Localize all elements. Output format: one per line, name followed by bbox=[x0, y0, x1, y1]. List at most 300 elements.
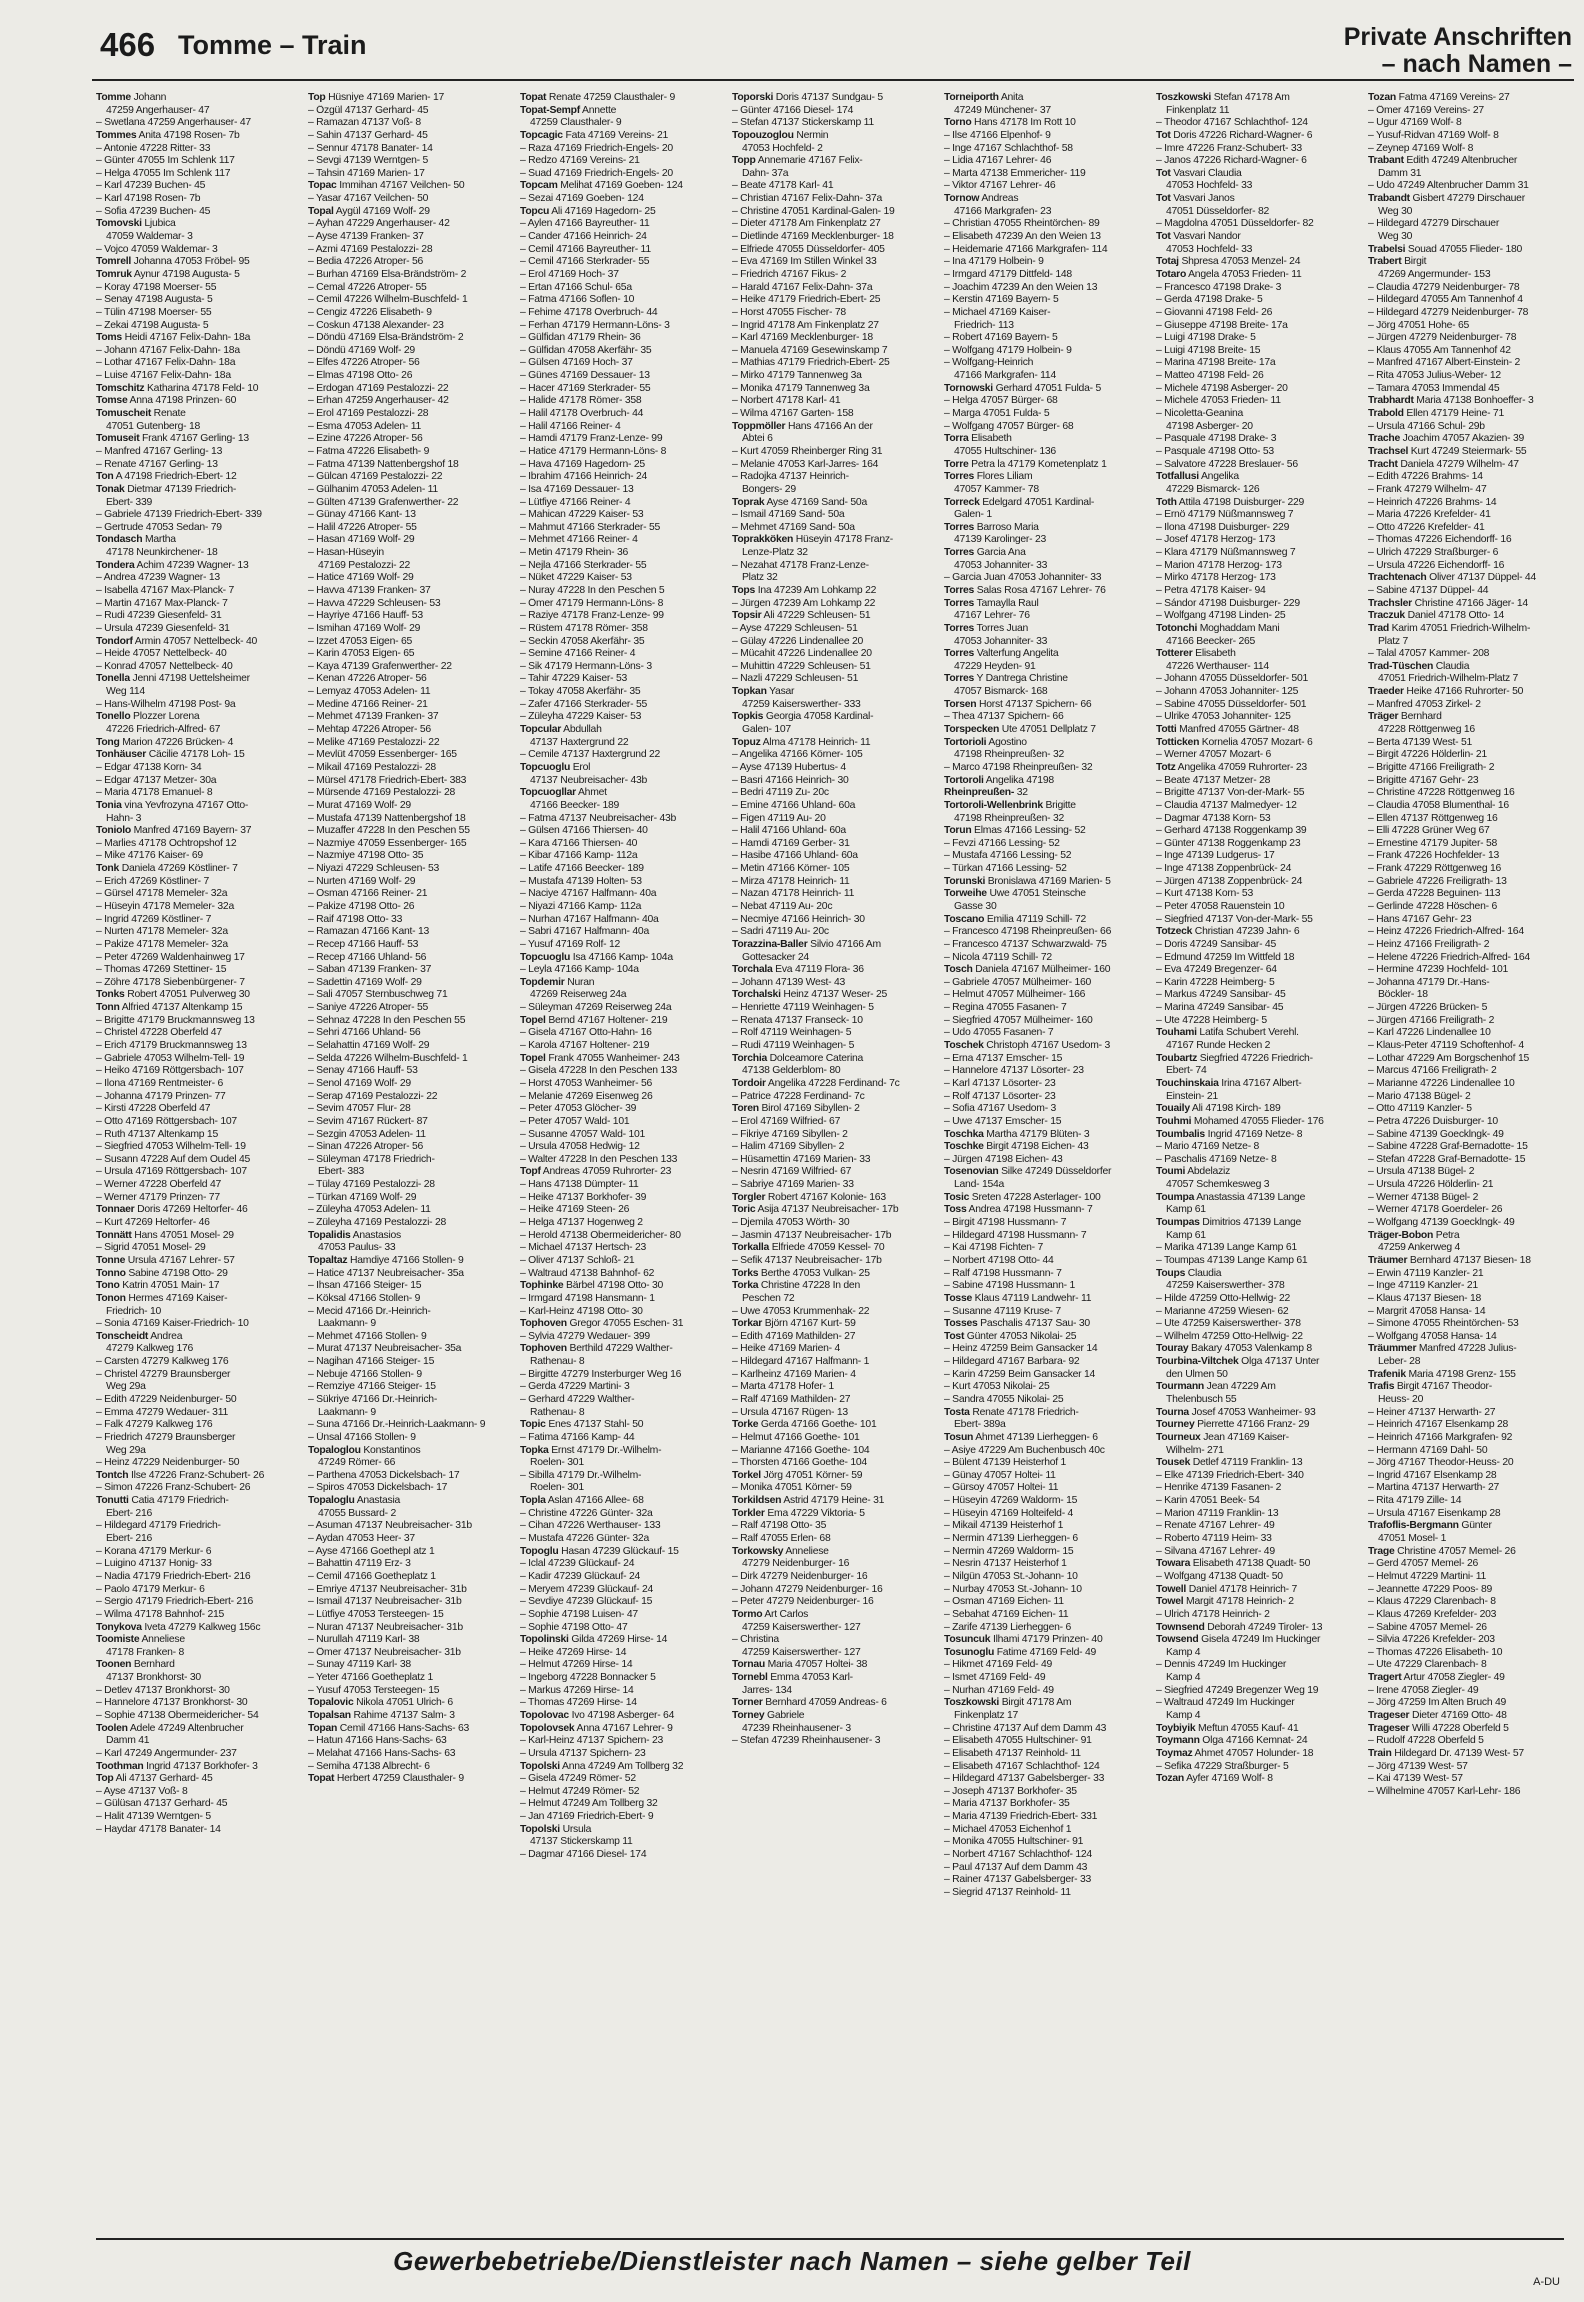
directory-entry: Tonn Alfried 47137 Altenkamp 15 bbox=[96, 1002, 243, 1014]
directory-entry: Galen- 1 bbox=[954, 509, 992, 521]
directory-entry: – Günay 47166 Kant- 13 bbox=[308, 509, 416, 521]
directory-entry: – Bedri 47119 Zu- 20c bbox=[732, 787, 829, 799]
directory-entry: – Johann 47279 Neidenburger- 16 bbox=[732, 1583, 883, 1595]
directory-entry: Torka Christine 47228 In den bbox=[732, 1280, 860, 1292]
directory-entry: – Nermin 47269 Waldorm- 15 bbox=[944, 1545, 1074, 1557]
directory-entry: – Sabriye 47169 Marien- 33 bbox=[732, 1179, 854, 1191]
directory-entry: – Halit 47139 Werntgen- 5 bbox=[96, 1811, 211, 1823]
directory-entry: – Manfred 47167 Gerling- 13 bbox=[96, 445, 223, 457]
directory-entry: – Nicoletta-Geanina bbox=[1156, 408, 1244, 420]
directory-entry: – Imre 47226 Franz-Schubert- 33 bbox=[1156, 142, 1302, 154]
directory-entry: – Werner 47138 Bügel- 2 bbox=[1368, 1191, 1479, 1203]
directory-entry: – Maria 47178 Emanuel- 8 bbox=[96, 787, 213, 799]
directory-entry: – Nuran 47137 Neubreisacher- 31b bbox=[308, 1621, 463, 1633]
directory-entry: – Mustafa 47166 Lessing- 52 bbox=[944, 850, 1072, 862]
directory-entry: Torks Berthe 47053 Vulkan- 25 bbox=[732, 1267, 870, 1279]
directory-entry: Torgler Robert 47167 Kolonie- 163 bbox=[732, 1191, 886, 1203]
directory-entry: 47259 Kaiserswerther- 127 bbox=[742, 1646, 861, 1658]
directory-entry: Topp Annemarie 47167 Felix- bbox=[732, 155, 863, 167]
directory-entry: – Mehmet 47139 Franken- 37 bbox=[308, 711, 439, 723]
directory-entry: – Helga 47055 Im Schlenk 117 bbox=[96, 167, 231, 179]
directory-entry: – Mehmet 47166 Stollen- 9 bbox=[308, 1330, 427, 1342]
directory-entry: – Sinan 47226 Atroper- 56 bbox=[308, 1141, 424, 1153]
directory-entry: – Hildegard 47279 Neidenburger- 78 bbox=[1368, 306, 1529, 318]
directory-entry: – Gabriele 47053 Wilhelm-Tell- 19 bbox=[96, 1052, 245, 1064]
directory-entry: – Paolo 47179 Merkur- 6 bbox=[96, 1583, 205, 1595]
directory-entry: – Helmut 47057 Mülheimer- 166 bbox=[944, 989, 1086, 1001]
directory-entry: Platz 7 bbox=[1378, 635, 1409, 647]
directory-entry: Top Ali 47137 Gerhard- 45 bbox=[96, 1773, 213, 1785]
directory-entry: – Hildegard 47167 Barbara- 92 bbox=[944, 1356, 1080, 1368]
directory-entry: Toolen Adele 47249 Altenbrucher bbox=[96, 1722, 244, 1734]
directory-entry: – Luigi 47198 Drake- 5 bbox=[1156, 332, 1256, 344]
directory-entry: – Fatma 47139 Nattenbergshof 18 bbox=[308, 458, 459, 470]
directory-entry: – Hikmet 47169 Feld- 49 bbox=[944, 1659, 1053, 1671]
directory-entry: – Mikail 47139 Heisterhof 1 bbox=[944, 1520, 1064, 1532]
directory-entry: – Karlheinz 47169 Marien- 4 bbox=[732, 1368, 856, 1380]
directory-entry: Kamp 61 bbox=[1166, 1204, 1206, 1216]
directory-entry: – Parthena 47053 Dickelsbach- 17 bbox=[308, 1469, 460, 1481]
directory-entry: Torazzina-Baller Silvio 47166 Am bbox=[732, 938, 881, 950]
directory-entry: – Halil 47166 Reiner- 4 bbox=[520, 420, 621, 432]
directory-entry: Trafis Birgit 47167 Theodor- bbox=[1368, 1381, 1492, 1393]
directory-entry: Tomme Johann bbox=[96, 92, 167, 103]
directory-entry: 47053 Hochfeld- 33 bbox=[1166, 243, 1253, 255]
directory-entry: – Marianne 47226 Lindenallee 10 bbox=[1368, 1077, 1515, 1089]
directory-entry: Towel Margit 47178 Heinrich- 2 bbox=[1156, 1596, 1294, 1608]
directory-entry: – Johanna 47179 Dr.-Hans- bbox=[1368, 976, 1490, 988]
directory-entry: – Marlies 47178 Ochtropshof 12 bbox=[96, 837, 237, 849]
directory-entry: 47166 Beecker- 265 bbox=[1166, 635, 1256, 647]
directory-entry: Toszkowski Birgit 47178 Am bbox=[944, 1697, 1072, 1709]
directory-entry: – Havva 47139 Franken- 37 bbox=[308, 584, 431, 596]
directory-entry: 47269 Reiserweg 24a bbox=[530, 989, 627, 1001]
directory-entry: Träumer Bernhard 47137 Biesen- 18 bbox=[1368, 1254, 1531, 1266]
directory-entry: – Helga 47137 Hogenweg 2 bbox=[520, 1217, 643, 1229]
directory-entry: – Jasmin 47137 Neubreisacher- 17b bbox=[732, 1229, 892, 1241]
directory-entry: – Irmgard 47198 Hansmann- 1 bbox=[520, 1292, 655, 1304]
directory-entry: – Giuseppe 47198 Breite- 17a bbox=[1156, 319, 1288, 331]
directory-entry: – Suna 47166 Dr.-Heinrich-Laakmann- 9 bbox=[308, 1419, 486, 1431]
directory-entry: – Karl 47137 Lösorter- 23 bbox=[944, 1077, 1056, 1089]
directory-entry: – Isabella 47167 Max-Planck- 7 bbox=[96, 584, 235, 596]
directory-entry: – Rudolf 47228 Oberfeld 5 bbox=[1368, 1735, 1484, 1747]
directory-entry: Torres Garcia Ana bbox=[944, 547, 1026, 559]
directory-entry: – Udo 47055 Fasanen- 7 bbox=[944, 1027, 1054, 1039]
directory-entry: – Ayse 47137 Voß- 8 bbox=[96, 1785, 188, 1797]
directory-entry: – Edmund 47259 Im Wittfeld 18 bbox=[1156, 951, 1295, 963]
page-header bbox=[0, 0, 1584, 86]
directory-entry: Wilhelm- 271 bbox=[1166, 1444, 1224, 1456]
directory-entry: – Süleyman 47178 Friedrich- bbox=[308, 1153, 435, 1165]
directory-entry: – Tahsin 47169 Marien- 17 bbox=[308, 167, 425, 179]
directory-entry: – Basri 47166 Heinrich- 30 bbox=[732, 774, 849, 786]
directory-entry: Trabant Edith 47249 Altenbrucher bbox=[1368, 155, 1518, 167]
directory-entry: – Mike 47176 Kaiser- 69 bbox=[96, 850, 203, 862]
directory-entry: – Köksal 47166 Stollen- 9 bbox=[308, 1292, 421, 1304]
directory-entry: – Zöhre 47178 Siebenbürgener- 7 bbox=[96, 976, 245, 988]
directory-entry: Topkis Georgia 47058 Kardinal- bbox=[732, 711, 874, 723]
directory-entry: – Christian 47055 Rheintörchen- 89 bbox=[944, 218, 1100, 230]
directory-entry: 47259 Kaiserswerther- 127 bbox=[742, 1621, 861, 1633]
directory-entry: – Gabriele 47139 Friedrich-Ebert- 339 bbox=[96, 509, 262, 521]
directory-entry: – Inge 47138 Zoppenbrück- 24 bbox=[1156, 863, 1292, 875]
directory-entry: – Johann 47055 Düsseldorfer- 501 bbox=[1156, 673, 1309, 685]
directory-entry: Torchia Dolceamore Caterina bbox=[732, 1052, 864, 1064]
directory-entry: – Ayse 47139 Franken- 37 bbox=[308, 231, 424, 243]
directory-entry: – Kurt 47269 Heltorfer- 46 bbox=[96, 1217, 210, 1229]
directory-entry: – Hildegard 47137 Gabelsberger- 33 bbox=[944, 1773, 1105, 1785]
directory-entry: Toprakköken Hüseyin 47178 Franz- bbox=[732, 534, 894, 546]
directory-entry: Tourney Pierrette 47166 Franz- 29 bbox=[1156, 1419, 1310, 1431]
directory-entry: – Jürgen 47166 Freiligrath- 2 bbox=[1368, 1014, 1495, 1026]
directory-entry: Trachsel Kurt 47249 Steiermark- 55 bbox=[1368, 445, 1527, 457]
directory-entry: Tordoir Angelika 47228 Ferdinand- 7c bbox=[732, 1077, 900, 1089]
directory-entry: – Luigi 47198 Breite- 15 bbox=[1156, 344, 1261, 356]
directory-entry: – Havva 47229 Schleusen- 53 bbox=[308, 597, 441, 609]
directory-entry: Kamp 4 bbox=[1166, 1672, 1201, 1684]
directory-entry: Tonnätt Hans 47051 Mosel- 29 bbox=[96, 1229, 234, 1241]
directory-entry: – Gisela 47228 In den Peschen 133 bbox=[520, 1065, 677, 1077]
directory-entry: – Izzet 47053 Eigen- 65 bbox=[308, 635, 413, 647]
directory-entry: – Udo 47249 Altenbrucher Damm 31 bbox=[1368, 180, 1529, 192]
directory-entry: – Semiha 47138 Albrecht- 6 bbox=[308, 1760, 430, 1772]
directory-entry: – Sevgi 47139 Werntgen- 5 bbox=[308, 155, 429, 167]
directory-entry: Topkan Yasar bbox=[732, 686, 795, 698]
directory-entry: Torkalla Elfriede 47059 Kessel- 70 bbox=[732, 1242, 885, 1254]
directory-entry: – Sunay 47119 Karl- 38 bbox=[308, 1659, 411, 1671]
directory-entry: – Türkan 47169 Wolf- 29 bbox=[308, 1191, 417, 1203]
directory-entry: Tosuncuk Ilhami 47179 Prinzen- 40 bbox=[944, 1634, 1103, 1646]
directory-entry: – Mevlüt 47059 Essenberger- 165 bbox=[308, 749, 457, 761]
directory-entry: – Ursula 47239 Giesenfeld- 31 bbox=[96, 622, 230, 634]
directory-entry: 47198 Rheinpreußen- 32 bbox=[954, 812, 1065, 824]
directory-entry: – Ilona 47198 Duisburger- 229 bbox=[1156, 521, 1290, 533]
directory-entry: – Remziye 47166 Steiger- 15 bbox=[308, 1381, 436, 1393]
directory-entry: Tomuscheit Renate bbox=[96, 408, 186, 420]
directory-entry: Tomschitz Katharina 47178 Feld- 10 bbox=[96, 382, 259, 394]
directory-entry: – Kurt 47053 Nikolai- 25 bbox=[944, 1381, 1050, 1393]
directory-entry: Torno Hans 47178 Im Rott 10 bbox=[944, 117, 1076, 129]
directory-entry: – Klaus 47137 Biesen- 18 bbox=[1368, 1292, 1482, 1304]
directory-entry: – Siegfried 47137 Von-der-Mark- 55 bbox=[1156, 913, 1313, 925]
directory-entry: – Ilse 47166 Elpenhof- 9 bbox=[944, 129, 1051, 141]
directory-entry: – Sadettin 47169 Wolf- 29 bbox=[308, 976, 422, 988]
directory-entry: – Serap 47169 Pestalozzi- 22 bbox=[308, 1090, 438, 1102]
directory-entry: Tonnaer Doris 47269 Heltorfer- 46 bbox=[96, 1204, 248, 1216]
directory-entry: – Günter 47055 Im Schlenk 117 bbox=[96, 155, 235, 167]
directory-entry: – Züleyha 47169 Pestalozzi- 28 bbox=[308, 1217, 447, 1229]
directory-entry: 47269 Angermunder- 153 bbox=[1378, 268, 1491, 280]
directory-entry: – Nazan 47178 Heinrich- 11 bbox=[732, 888, 855, 900]
directory-entry: Trabandt Gisbert 47279 Dirschauer bbox=[1368, 193, 1525, 205]
directory-entry: Tozan Fatma 47169 Vereins- 27 bbox=[1368, 92, 1510, 103]
directory-entry: – Karl-Heinz 47137 Spichern- 23 bbox=[520, 1735, 664, 1747]
directory-entry: Tozan Ayfer 47169 Wolf- 8 bbox=[1156, 1773, 1273, 1785]
directory-entry: – Muhittin 47229 Schleusen- 51 bbox=[732, 660, 871, 672]
directory-entry: – Nilgün 47053 St.-Johann- 10 bbox=[944, 1570, 1078, 1582]
directory-entry: – Wilhelm 47259 Otto-Hellwig- 22 bbox=[1156, 1330, 1303, 1342]
directory-entry: – Henriette 47119 Weinhagen- 5 bbox=[732, 1002, 874, 1014]
directory-entry: – Otto 47169 Röttgersbach- 107 bbox=[96, 1115, 237, 1127]
directory-entry: – Christina bbox=[732, 1634, 779, 1646]
directory-entry: Totaro Angela 47053 Frieden- 11 bbox=[1156, 268, 1302, 280]
directory-entry: – Nurbay 47053 St.-Johann- 10 bbox=[944, 1583, 1082, 1595]
directory-entry: – Irmgard 47179 Dittfeld- 148 bbox=[944, 268, 1072, 280]
directory-entry: – Ralf 47055 Erlen- 68 bbox=[732, 1533, 831, 1545]
directory-entry: – Naciye 47167 Halfmann- 40a bbox=[520, 888, 657, 900]
directory-entry: – Mehmet 47169 Sand- 50a bbox=[732, 521, 855, 533]
directory-entry: 47051 Gutenberg- 18 bbox=[106, 420, 201, 432]
section-title bbox=[1344, 24, 1572, 78]
directory-entry: – Medine 47166 Reiner- 21 bbox=[308, 698, 428, 710]
directory-entry: – Ismail 47137 Neubreisacher- 31b bbox=[308, 1596, 462, 1608]
directory-entry: Topsir Ali 47229 Schleusen- 51 bbox=[732, 610, 871, 622]
directory-entry: – Rita 47179 Zille- 14 bbox=[1368, 1495, 1462, 1507]
directory-entry: – Haydar 47178 Banater- 14 bbox=[96, 1823, 221, 1835]
directory-entry: Totzeck Christian 47239 Jahn- 6 bbox=[1156, 926, 1300, 938]
directory-entry: – Osman 47169 Eichen- 11 bbox=[944, 1596, 1064, 1608]
directory-entry: Tong Marion 47226 Brücken- 4 bbox=[96, 736, 234, 748]
directory-entry: – Nebuje 47166 Stollen- 9 bbox=[308, 1368, 422, 1380]
directory-entry: – Werner 47179 Prinzen- 77 bbox=[96, 1191, 220, 1203]
directory-entry: Tortorioli Agostino bbox=[944, 736, 1027, 748]
directory-entry: Gottesacker 24 bbox=[742, 951, 809, 963]
directory-entry: – Erol 47169 Pestalozzi- 28 bbox=[308, 408, 429, 420]
directory-entry: – Klaus 47229 Clarenbach- 8 bbox=[1368, 1596, 1496, 1608]
directory-entry: – Gülay 47226 Lindenallee 20 bbox=[732, 635, 864, 647]
directory-entry: – Berta 47139 West- 51 bbox=[1368, 736, 1473, 748]
directory-entry: – Meryem 47239 Glückauf- 24 bbox=[520, 1583, 654, 1595]
directory-entry: – Sofia 47239 Buchen- 45 bbox=[96, 205, 211, 217]
directory-entry: 47137 Bronkhorst- 30 bbox=[106, 1672, 201, 1684]
directory-entry: – Ute 47228 Heimberg- 5 bbox=[1156, 1014, 1267, 1026]
directory-entry: Totticken Kornelia 47057 Mozart- 6 bbox=[1156, 736, 1313, 748]
directory-entry: – Christine 47051 Kardinal-Galen- 19 bbox=[732, 205, 895, 217]
directory-entry: – Nesrin 47137 Heisterhof 1 bbox=[944, 1558, 1067, 1570]
directory-entry: Jarres- 134 bbox=[742, 1684, 792, 1696]
directory-entry: 47249 Münchener- 37 bbox=[954, 104, 1051, 116]
directory-entry: – Senay 47198 Augusta- 5 bbox=[96, 294, 213, 306]
directory-entry: – Djemila 47053 Wörth- 30 bbox=[732, 1217, 850, 1229]
directory-entry: – Türkan 47166 Lessing- 52 bbox=[944, 863, 1067, 875]
directory-entry: – Redzo 47169 Vereins- 21 bbox=[520, 155, 640, 167]
directory-entry: – Wolfgang 47058 Hansa- 14 bbox=[1368, 1330, 1497, 1342]
directory-entry: – Kirsti 47228 Oberfeld 47 bbox=[96, 1103, 211, 1115]
directory-entry: – Monika 47051 Körner- 59 bbox=[732, 1482, 852, 1494]
directory-entry: Tosta Renate 47178 Friedrich- bbox=[944, 1406, 1079, 1418]
directory-entry: Toporski Doris 47137 Sundgau- 5 bbox=[732, 92, 883, 103]
directory-entry: – Stefan 47137 Stickerskamp 11 bbox=[732, 117, 874, 129]
directory-entry: – Erol 47169 Wilfried- 67 bbox=[732, 1115, 841, 1127]
directory-entry: 47279 Neidenburger- 16 bbox=[742, 1558, 850, 1570]
directory-entry: Train Hildegard Dr. 47139 West- 57 bbox=[1368, 1747, 1524, 1759]
directory-entry: – Yasar 47167 Veilchen- 50 bbox=[308, 193, 429, 205]
directory-entry: – Mikail 47169 Pestalozzi- 28 bbox=[308, 761, 436, 773]
directory-entry: – Jeannette 47229 Poos- 89 bbox=[1368, 1583, 1493, 1595]
directory-entry: – Hans 47138 Dümpter- 11 bbox=[520, 1179, 639, 1191]
directory-entry: – Gürsel 47178 Memeler- 32a bbox=[96, 888, 228, 900]
directory-entry: – Luise 47167 Felix-Dahn- 18a bbox=[96, 370, 231, 382]
directory-entry: – Fehime 47178 Overbruch- 44 bbox=[520, 306, 658, 318]
directory-entry: – Werner 47228 Oberfeld 47 bbox=[96, 1179, 222, 1191]
directory-entry: Tonella Jenni 47198 Uettelsheimer bbox=[96, 673, 250, 685]
directory-entry: Towsend Gisela 47249 Im Huckinger bbox=[1156, 1634, 1321, 1646]
directory-entry: – Cander 47166 Heinrich- 24 bbox=[520, 231, 647, 243]
directory-entry: – Fatma 47137 Neubreisacher- 43b bbox=[520, 812, 677, 824]
directory-entry: – Selahattin 47169 Wolf- 29 bbox=[308, 1040, 430, 1052]
directory-entry: – Oliver 47137 Schloß- 21 bbox=[520, 1254, 635, 1266]
directory-entry: – Murat 47137 Neubreisacher- 35a bbox=[308, 1343, 462, 1355]
directory-entry: – Ursula 47167 Eisenkamp 28 bbox=[1368, 1507, 1501, 1519]
directory-entry: – Lothar 47229 Am Borgschenhof 15 bbox=[1368, 1052, 1530, 1064]
directory-entry: Trabelsi Souad 47055 Flieder- 180 bbox=[1368, 243, 1523, 255]
directory-entry: – Sükriye 47166 Dr.-Heinrich- bbox=[308, 1393, 438, 1405]
directory-entry: 47053 Hochfeld- 2 bbox=[742, 142, 823, 154]
directory-entry: Tousek Detlef 47119 Franklin- 13 bbox=[1156, 1457, 1303, 1469]
directory-entry: – Pasquale 47198 Otto- 53 bbox=[1156, 445, 1274, 457]
directory-entry: – Marina 47249 Sansibar- 45 bbox=[1156, 1002, 1284, 1014]
directory-entry: – Martin 47167 Max-Planck- 7 bbox=[96, 597, 228, 609]
directory-entry: – Uwe 47053 Krummenhak- 22 bbox=[732, 1305, 870, 1317]
directory-entry: – Fikriye 47169 Sibyllen- 2 bbox=[732, 1128, 848, 1140]
directory-entry: – Karl-Heinz 47198 Otto- 30 bbox=[520, 1305, 643, 1317]
directory-entry: – Marcus 47166 Freiligrath- 2 bbox=[1368, 1065, 1497, 1077]
directory-entry: 47198 Rheinpreußen- 32 bbox=[954, 749, 1065, 761]
directory-entry: Tost Günter 47053 Nikolai- 25 bbox=[944, 1330, 1077, 1342]
directory-entry: – Cemil 47166 Bayreuther- 11 bbox=[520, 243, 651, 255]
directory-entry: – Ulrike 47053 Johanniter- 125 bbox=[1156, 711, 1291, 723]
directory-entry: – Metin 47179 Rhein- 36 bbox=[520, 547, 629, 559]
directory-entry: – Erhan 47259 Angerhauser- 42 bbox=[308, 395, 449, 407]
directory-entry: – Irene 47058 Ziegler- 49 bbox=[1368, 1684, 1479, 1696]
header-rule bbox=[92, 79, 1574, 81]
directory-entry: Trad-Tüschen Claudia bbox=[1368, 660, 1470, 672]
directory-entry: – Ernestine 47179 Jupiter- 58 bbox=[1368, 837, 1498, 849]
directory-entry: – Jürgen 47279 Neidenburger- 78 bbox=[1368, 332, 1517, 344]
directory-entry: – Ayse 47139 Hubertus- 4 bbox=[732, 761, 846, 773]
directory-entry: – Wolfgang 47138 Quadt- 50 bbox=[1156, 1570, 1283, 1582]
directory-entry: – Simon 47226 Franz-Schubert- 26 bbox=[96, 1482, 251, 1494]
directory-entry: – Ayhan 47229 Angerhauser- 42 bbox=[308, 218, 450, 230]
directory-entry: – Erol 47169 Hoch- 37 bbox=[520, 268, 619, 280]
directory-entry: – Halide 47178 Römer- 358 bbox=[520, 395, 642, 407]
directory-entry: 47053 Hochfeld- 33 bbox=[1166, 180, 1253, 192]
directory-entry: – Sebahat 47169 Eichen- 11 bbox=[944, 1608, 1069, 1620]
directory-entry: – Cihan 47226 Werthauser- 133 bbox=[520, 1520, 661, 1532]
directory-entry: – Jürgen 47239 Am Lohkamp 22 bbox=[732, 597, 876, 609]
directory-entry: – Ursula 47226 Eichendorff- 16 bbox=[1368, 559, 1505, 571]
directory-entry: – Dietlinde 47169 Mecklenburger- 18 bbox=[732, 231, 894, 243]
directory-entry: – Hasibe 47166 Uhland- 60a bbox=[732, 850, 858, 862]
directory-entry: Tortoroli-Wellenbrink Brigitte bbox=[944, 799, 1076, 811]
directory-entry: – Melike 47169 Pestalozzi- 22 bbox=[308, 736, 440, 748]
directory-entry: – Norbert 47198 Otto- 44 bbox=[944, 1254, 1054, 1266]
directory-entry: – Sabine 47055 Düsseldorfer- 501 bbox=[1156, 698, 1307, 710]
directory-entry: Tondasch Martha bbox=[96, 534, 176, 546]
directory-entry: Tontch Ilse 47226 Franz-Schubert- 26 bbox=[96, 1469, 265, 1481]
directory-entry: – Detlev 47137 Bronkhorst- 30 bbox=[96, 1684, 230, 1696]
directory-entry: Toomiste Anneliese bbox=[96, 1634, 185, 1646]
directory-entry: Topouzoglou Nermin bbox=[732, 129, 829, 141]
directory-entry: – Roberto 47119 Heim- 33 bbox=[1156, 1533, 1272, 1545]
directory-entry: – Kadir 47239 Glückauf- 24 bbox=[520, 1570, 640, 1582]
directory-entry: – Sezgin 47053 Adelen- 11 bbox=[308, 1128, 426, 1140]
directory-entry: – Eva 47169 Im Stillen Winkel 33 bbox=[732, 256, 877, 268]
directory-entry: – Rolf 47119 Weinhagen- 5 bbox=[732, 1027, 852, 1039]
directory-entry: Topolski Anna 47249 Am Tollberg 32 bbox=[520, 1760, 684, 1772]
directory-entry: – Sevdiye 47239 Glückauf- 15 bbox=[520, 1596, 653, 1608]
directory-entry: – Matteo 47198 Feld- 26 bbox=[1156, 370, 1264, 382]
directory-entry: Topel Bernd 47167 Holtener- 219 bbox=[520, 1014, 668, 1026]
directory-entry: Tophoven Gregor 47055 Eschen- 31 bbox=[520, 1318, 684, 1330]
directory-entry: – Beate 47137 Metzer- 28 bbox=[1156, 774, 1271, 786]
directory-entry: Roelen- 301 bbox=[530, 1457, 584, 1469]
directory-entry: – Sophie 47198 Otto- 47 bbox=[520, 1621, 628, 1633]
directory-entry: Torchala Eva 47119 Flora- 36 bbox=[732, 964, 864, 976]
directory-entry: – Dirk 47279 Neidenburger- 16 bbox=[732, 1570, 868, 1582]
directory-entry: Toumi Abdelaziz bbox=[1156, 1166, 1231, 1178]
directory-entry: – Karl 47226 Lindenallee 10 bbox=[1368, 1027, 1491, 1039]
directory-entry: – Swetlana 47259 Angerhauser- 47 bbox=[96, 117, 251, 129]
directory-entry: 47059 Waldemar- 3 bbox=[106, 231, 193, 243]
directory-entry: – Antonie 47228 Ritter- 33 bbox=[96, 142, 211, 154]
directory-entry: – Frank 47229 Röttgenweg 16 bbox=[1368, 863, 1502, 875]
directory-entry: – Sofia 47167 Usedom- 3 bbox=[944, 1103, 1057, 1115]
directory-entry: Trachsler Christine 47166 Jäger- 14 bbox=[1368, 597, 1528, 609]
directory-entry: – Konrad 47057 Nettelbeck- 40 bbox=[96, 660, 233, 672]
alphabetical-range: Tomme – Train bbox=[178, 30, 367, 60]
directory-entry: Ebert- 74 bbox=[1166, 1065, 1207, 1077]
directory-entry: – Cemal 47226 Atroper- 55 bbox=[308, 281, 427, 293]
directory-entry: – Ursula 47169 Röttgersbach- 107 bbox=[96, 1166, 247, 1178]
directory-entry: Trabhardt Maria 47138 Bonhoeffer- 3 bbox=[1368, 395, 1534, 407]
directory-entry: – Nurhan 47167 Halfmann- 40a bbox=[520, 913, 659, 925]
directory-entry: – Ingeborg 47228 Bonnacker 5 bbox=[520, 1672, 656, 1684]
directory-entry: – Johanna 47179 Prinzen- 77 bbox=[96, 1090, 226, 1102]
directory-entry: – Henrike 47139 Fasanen- 2 bbox=[1156, 1482, 1282, 1494]
directory-entry: – Mustafa 47139 Nattenbergshof 18 bbox=[308, 812, 466, 824]
directory-entry: – Kai 47198 Fichten- 7 bbox=[944, 1242, 1044, 1254]
directory-entry: Tourmann Jean 47229 Am bbox=[1156, 1381, 1276, 1393]
directory-entry: Laakmann- 9 bbox=[318, 1318, 376, 1330]
directory-entry: – Elli 47228 Grüner Weg 67 bbox=[1368, 825, 1490, 837]
directory-entry: – Sefika 47229 Straßburger- 5 bbox=[1156, 1760, 1289, 1772]
directory-entry: Topoglu Hasan 47239 Glückauf- 15 bbox=[520, 1545, 679, 1557]
directory-column-1 bbox=[96, 92, 304, 2227]
directory-entry: – Hüseyin 47169 Holteifeld- 4 bbox=[944, 1507, 1074, 1519]
directory-entry: – Ibrahim 47166 Heinrich- 24 bbox=[520, 471, 647, 483]
directory-entry: – Klaus 47055 Am Tannenhof 42 bbox=[1368, 344, 1511, 356]
directory-entry: Topalsan Rahime 47137 Salm- 3 bbox=[308, 1710, 455, 1721]
directory-entry: – Gerhard 47229 Walther- bbox=[520, 1393, 635, 1405]
directory-entry: – Michele 47053 Frieden- 11 bbox=[1156, 395, 1281, 407]
directory-entry: 47166 Markgrafen- 23 bbox=[954, 205, 1052, 217]
directory-entry: Topuz Alma 47178 Heinrich- 11 bbox=[732, 736, 871, 748]
directory-entry: – Nadia 47179 Friedrich-Ebert- 216 bbox=[96, 1570, 251, 1582]
directory-entry: – Hans-Wilhelm 47198 Post- 9a bbox=[96, 698, 236, 710]
directory-entry: – Kaya 47139 Grafenwerther- 22 bbox=[308, 660, 452, 672]
directory-entry: – Claudia 47058 Blumenthal- 16 bbox=[1368, 799, 1509, 811]
directory-entry: – Siegfried 47053 Wilhelm-Tell- 19 bbox=[96, 1141, 246, 1153]
directory-entry: – Sehnaz 47228 In den Peschen 55 bbox=[308, 1014, 466, 1026]
directory-entry: Topaltaz Hamdiye 47166 Stollen- 9 bbox=[308, 1254, 464, 1266]
directory-entry: Torres Torres Juan bbox=[944, 622, 1029, 634]
directory-entry: – Klaus 47269 Krefelder- 203 bbox=[1368, 1608, 1497, 1620]
directory-entry: – Silvia 47226 Krefelder- 203 bbox=[1368, 1634, 1495, 1646]
directory-entry: – Rudi 47239 Giesenfeld- 31 bbox=[96, 610, 222, 622]
directory-entry: – Marta 47138 Emmericher- 119 bbox=[944, 167, 1086, 179]
